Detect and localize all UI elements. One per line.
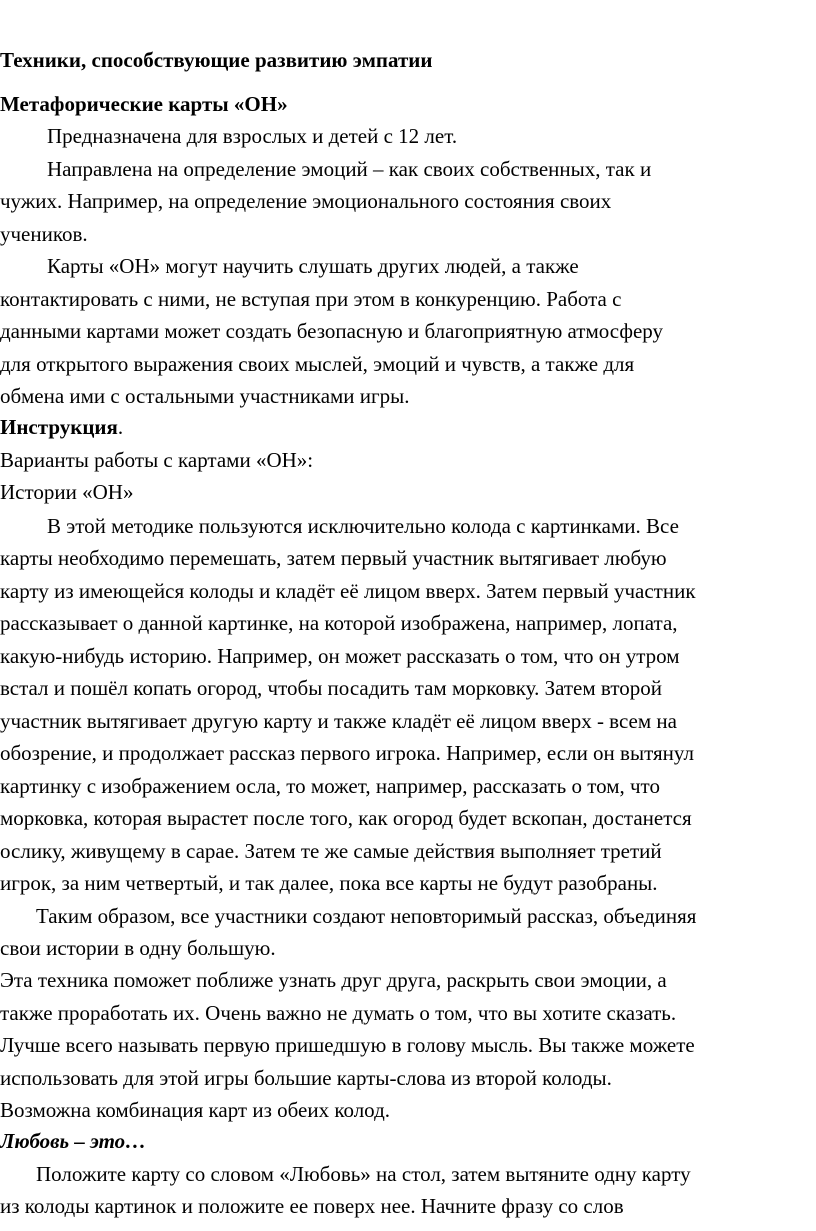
text-line: для открытого выражения своих мыслей, эмоций и чувств, а также для bbox=[0, 352, 635, 376]
text-line: также проработать их. Очень важно не думать о том, что вы хотите сказать. bbox=[0, 1001, 677, 1025]
text-line: Лучше всего называть первую пришедшую в голову мысль. Вы также можете bbox=[0, 1033, 695, 1057]
text-line: данными картами может создать безопасную и благоприятную атмосферу bbox=[0, 319, 664, 343]
subsection-heading: Любовь – это… bbox=[0, 1129, 147, 1153]
text-line: Карты «ОН» могут научить слушать других людей, а также bbox=[47, 254, 579, 278]
text-line: Возможна комбинация карт из обеих колод. bbox=[0, 1098, 391, 1122]
text-line: контактировать с ними, не вступая при этом в конкуренцию. Работа с bbox=[0, 287, 622, 311]
text-line: использовать для этой игры большие карты-слова из второй колоды. bbox=[0, 1066, 612, 1090]
text-line: В этой методике пользуются исключительно колода с картинками. Все bbox=[47, 514, 679, 538]
text-line: ослику, живущему в сарае. Затем те же самые действия выполняет третий bbox=[0, 839, 662, 863]
text-line: Эта техника поможет поближе узнать друг друга, раскрыть свои эмоции, а bbox=[0, 968, 667, 992]
text-line: учеников. bbox=[0, 222, 88, 246]
instruction-heading bbox=[0, 411, 123, 443]
text-line: Варианты работы с картами «ОН»: bbox=[0, 448, 314, 472]
text-line: рассказывает о данной картинке, на которой изображена, например, лопата, bbox=[0, 611, 678, 635]
text-line: Направлена на определение эмоций – как своих собственных, так и bbox=[47, 157, 652, 181]
text-line: Предназначена для взрослых и детей с 12 лет. bbox=[47, 124, 458, 148]
instruction-label: Инструкция bbox=[0, 415, 118, 439]
text-line: Положите карту со словом «Любовь» на стол, затем вытяните одну карту bbox=[36, 1162, 691, 1186]
text-line: карту из имеющейся колоды и кладёт её лицом вверх. Затем первый участник bbox=[0, 579, 696, 603]
text-line: свои истории в одну большую. bbox=[0, 936, 276, 960]
instruction-period: . bbox=[117, 415, 124, 439]
text-line: карты необходимо перемешать, затем первый участник вытягивает любую bbox=[0, 546, 667, 570]
text-line: морковка, которая вырастет после того, как огород будет вскопан, достанется bbox=[0, 806, 692, 830]
text-line: чужих. Например, на определение эмоционального состояния своих bbox=[0, 189, 612, 213]
text-line: из колоды картинок и положите ее поверх нее. Начните фразу со слов bbox=[0, 1194, 624, 1218]
text-line: какую-нибудь историю. Например, он может рассказать о том, что он утром bbox=[0, 644, 680, 668]
section-heading: Метафорические карты «ОН» bbox=[0, 92, 288, 116]
text-line: картинку с изображением осла, то может, например, рассказать о том, что bbox=[0, 774, 660, 798]
text-line: встал и пошёл копать огород, чтобы посадить там морковку. Затем второй bbox=[0, 676, 662, 700]
text-line: участник вытягивает другую карту и также кладёт её лицом вверх - всем на bbox=[0, 709, 677, 733]
document-title: Техники, способствующие развитию эмпатии bbox=[0, 48, 433, 72]
text-line: Таким образом, все участники создают неповторимый рассказ, объединяя bbox=[36, 904, 697, 928]
text-line: обозрение, и продолжает рассказ первого игрока. Например, если он вытянул bbox=[0, 741, 694, 765]
text-line: игрок, за ним четвертый, и так далее, пока все карты не будут разобраны. bbox=[0, 871, 658, 895]
text-line: обмена ими с остальными участниками игры. bbox=[0, 384, 410, 408]
text-line: Истории «ОН» bbox=[0, 480, 134, 504]
